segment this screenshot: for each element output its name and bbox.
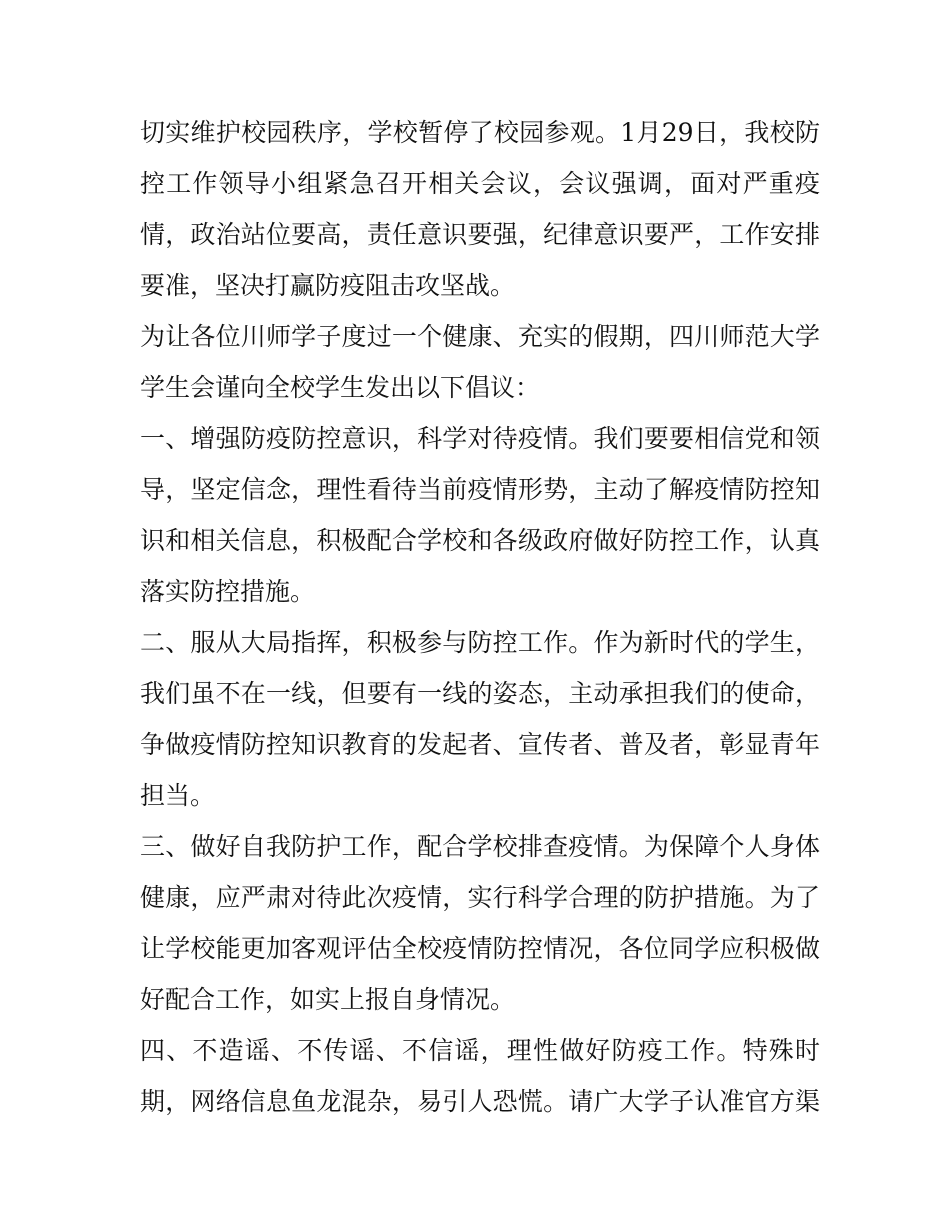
text-line: 争做疫情防控知识教育的发起者、宣传者、普及者，彰显青年 — [140, 730, 820, 759]
text-line: 导，坚定信念，理性看待当前疫情形势，主动了解疫情防控知 — [140, 475, 820, 504]
text-line: 情，政治站位要高，责任意识要强，纪律意识要严，工作安排 — [140, 220, 820, 249]
text-line: 识和相关信息，积极配合学校和各级政府做好防控工作，认真 — [140, 526, 820, 555]
document-body — [140, 107, 820, 1127]
text-line: 学生会谨向全校学生发出以下倡议： — [140, 373, 541, 402]
text-line: 健康，应严肃对待此次疫情，实行科学合理的防护措施。为了 — [140, 883, 820, 912]
text-line: 一、增强防疫防控意识，科学对待疫情。我们要要相信党和领 — [140, 424, 820, 453]
text-line: 好配合工作，如实上报自身情况。 — [140, 985, 516, 1014]
text-line: 落实防控措施。 — [140, 577, 316, 606]
text-line: 期，网络信息鱼龙混杂，易引人恐慌。请广大学子认准官方渠 — [140, 1087, 820, 1116]
text-line: 让学校能更加客观评估全校疫情防控情况，各位同学应积极做 — [140, 934, 820, 963]
text-line: 控工作领导小组紧急召开相关会议，会议强调，面对严重疫 — [140, 169, 820, 198]
text-line: 切实维护校园秩序，学校暂停了校园参观。1月29日，我校防 — [140, 118, 820, 147]
text-line: 我们虽不在一线，但要有一线的姿态，主动承担我们的使命， — [140, 679, 820, 708]
text-line: 二、服从大局指挥，积极参与防控工作。作为新时代的学生， — [140, 628, 820, 657]
text-line: 四、不造谣、不传谣、不信谣，理性做好防疫工作。特殊时 — [140, 1036, 820, 1065]
text-line: 为让各位川师学子度过一个健康、充实的假期，四川师范大学 — [140, 322, 820, 351]
text-line: 要准，坚决打赢防疫阻击攻坚战。 — [140, 271, 516, 300]
text-line: 三、做好自我防护工作，配合学校排查疫情。为保障个人身体 — [140, 832, 820, 861]
text-line: 担当。 — [140, 781, 216, 810]
